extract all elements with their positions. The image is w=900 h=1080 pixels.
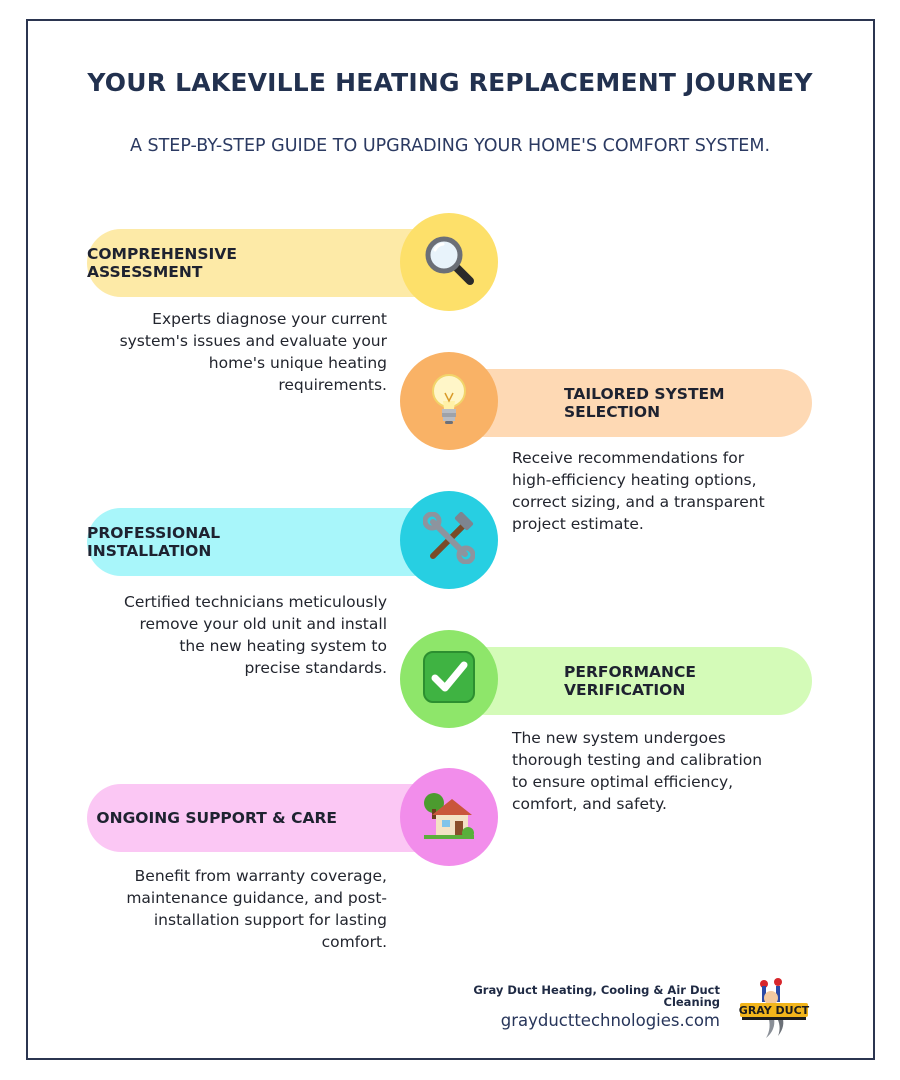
step-4-pill (452, 647, 812, 715)
step-1-circle (400, 213, 498, 311)
step-4-circle (400, 630, 498, 728)
check-mark-icon (423, 651, 475, 707)
step-3-circle (400, 491, 498, 589)
logo-wordmark: GRAY DUCT (738, 1004, 810, 1017)
hammer-and-wrench-icon (423, 512, 475, 568)
step-2-description: Receive recommendations for high-efficiency heating options, correct sizing, and a transparent project estimate. (512, 449, 765, 533)
step-1-pill (87, 229, 447, 297)
gray-duct-logo (738, 976, 810, 1042)
step-1-description: Experts diagnose your current system's issues and evaluate your home's unique heating requirements. (119, 310, 387, 394)
step-2-circle (400, 352, 498, 450)
step-5-label: ONGOING SUPPORT & CARE (96, 809, 337, 827)
step-3-description: Certified technicians meticulously remove your old unit and install the new heating system to precise standards. (124, 593, 387, 677)
light-bulb-icon (429, 371, 469, 431)
page-subtitle: A STEP-BY-STEP GUIDE TO UPGRADING YOUR HOME'S COMFORT SYSTEM. (129, 136, 771, 156)
magnifying-glass-icon (422, 233, 476, 291)
page-title: YOUR LAKEVILLE HEATING REPLACEMENT JOURNEY (87, 68, 813, 97)
step-4-description: The new system undergoes thorough testing and calibration to ensure optimal efficiency, comfort, and safety. (512, 729, 763, 813)
step-2-pill (452, 369, 812, 437)
step-3-label: PROFESSIONAL INSTALLATION (87, 524, 221, 560)
step-3-pill (87, 508, 447, 576)
step-2-label: TAILORED SYSTEM SELECTION (564, 385, 725, 421)
company-website-link[interactable]: grayducttechnologies.com (500, 1011, 720, 1030)
company-name: Gray Duct Heating, Cooling & Air Duct Cleaning (473, 983, 720, 1009)
step-1-label: COMPREHENSIVE ASSESSMENT (87, 245, 237, 281)
house-with-garden-icon (422, 789, 476, 845)
step-5-pill (87, 784, 447, 852)
step-5-circle (400, 768, 498, 866)
step-5-description: Benefit from warranty coverage, maintenance guidance, and post- installation support for lasting comfort. (126, 867, 387, 951)
step-4-label: PERFORMANCE VERIFICATION (564, 663, 696, 699)
